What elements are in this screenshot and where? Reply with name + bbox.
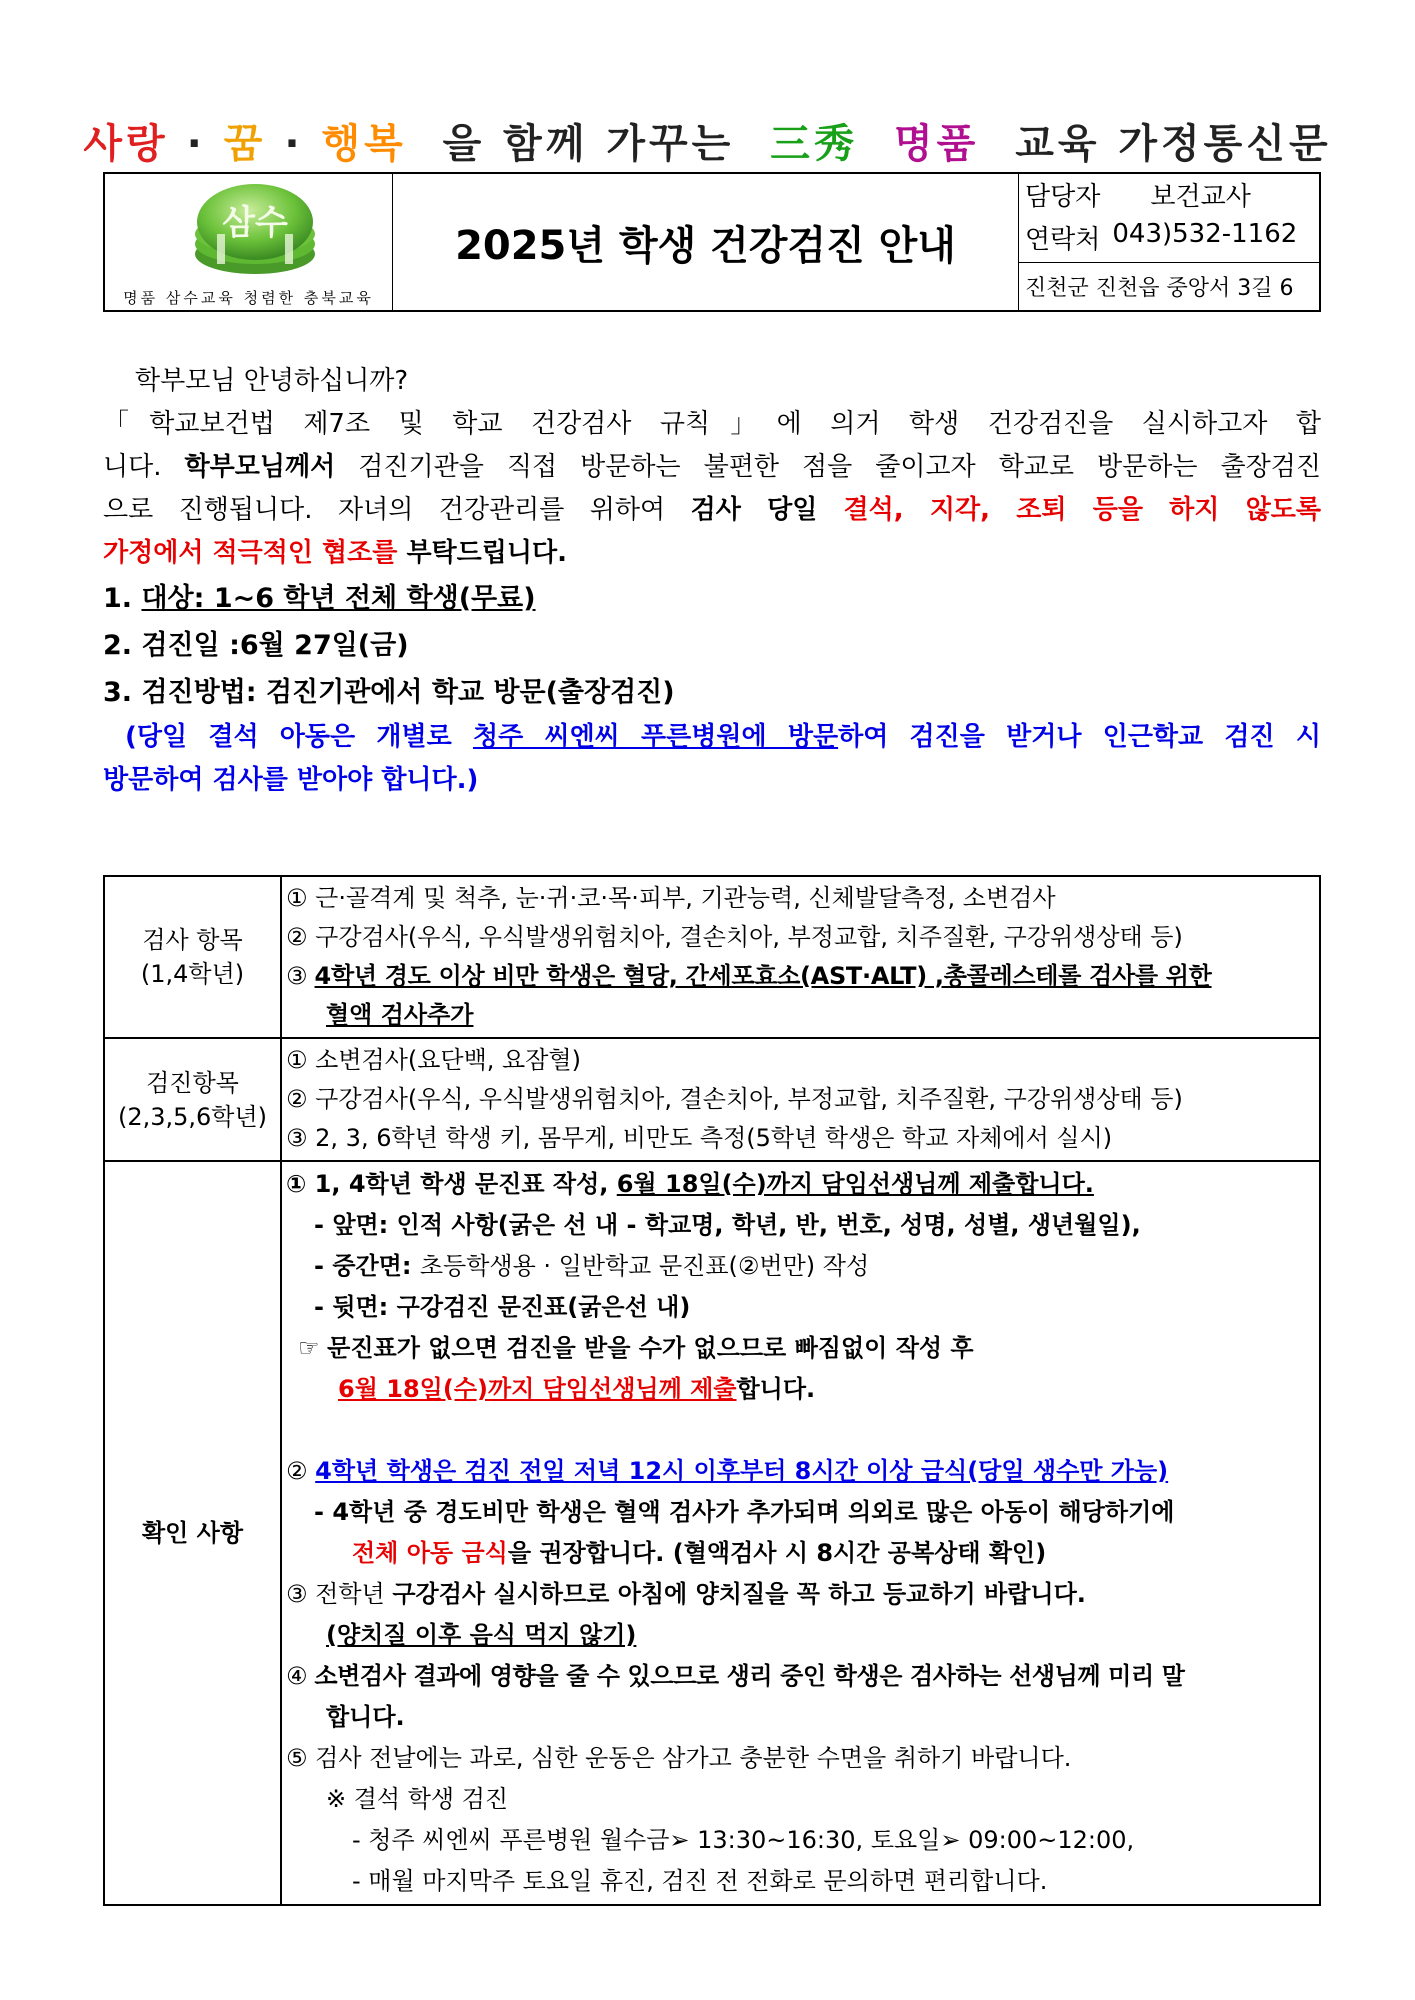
row-content [281,876,1320,1038]
slogan-part: 행복 [321,121,407,167]
greeting: 학부모님 안녕하십니까? [135,366,409,396]
list-item: ③ 4학년 경도 이상 비만 학생은 혈당, 간세포효소(AST·ALT) ,총콜레스테롤 검사를 위한 [286,962,1212,990]
list-item: 6월 18일(수)까지 담임선생님께 제출합니다. [338,1375,816,1403]
contact-phone: 043)532-1162 [1112,219,1298,249]
contact-label: 담당자 [1025,182,1101,212]
table-row [104,876,1320,1038]
school-address: 진천군 진천읍 중앙서 3길 6 [1019,262,1319,308]
list-item: ① 근·골격계 및 척추, 눈·귀·코·목·피부, 기관능력, 신체발달측정, 소변검사 [286,884,1056,912]
intro-line: 니다. 학부모님께서 검진기관을 직접 방문하는 불편한 점을 줄이고자 학교로 방문하는 출장검진 [103,452,1322,482]
table-row [104,1161,1320,1905]
row-label: 검진항목 (2,3,5,6학년) [104,1038,281,1161]
school-logo-icon [105,176,392,288]
item-method: 3. 검진방법: 검진기관에서 학교 방문(출장검진) [103,677,675,708]
list-item: ① 소변검사(요단백, 요잠혈) [286,1046,581,1074]
contact-label: 연락처 [1025,225,1101,255]
contact-person-row [1025,176,1313,213]
intro-line: 「학교보건법 제7조 및 학교 건강검사 규칙」에 의거 학생 건강검진을 실시하고자 합 [103,409,1321,439]
notice-body [103,360,1321,802]
checkup-table [103,875,1321,1906]
logo-caption: 명품 삼수교육 청렴한 충북교육 [123,289,374,307]
absent-note: 방문하여 검사를 받아야 합니다.) [103,765,479,795]
list-item: ② 구강검사(우식, 우식발생위험치아, 결손치아, 부정교합, 치주질환, 구강위생상태 등) [286,923,1183,951]
row-label: 확인 사항 [104,1161,281,1905]
slogan-part: · [186,121,206,167]
list-item: - 앞면: 인적 사항(굵은 선 내 - 학교명, 학년, 반, 번호, 성명, 성별, 생년월일), [314,1211,1141,1239]
list-item: ③ 전학년 구강검사 실시하므로 아침에 양치질을 꼭 하고 등교하기 바랍니다. [286,1580,1086,1608]
list-item: 전체 아동 금식을 권장합니다. (혈액검사 시 8시간 공복상태 확인) [352,1539,1047,1567]
list-item: 합니다. [326,1703,405,1731]
list-item: ② 4학년 학생은 검진 전일 저녁 12시 이후부터 8시간 이상 금식(당일 생수만 가능) [286,1457,1169,1485]
document-title: 2025년 학생 건강검진 안내 [393,174,1019,310]
slogan-part: 교육 가정통신문 [997,121,1332,167]
table-row [104,1038,1320,1161]
contact-value: 보건교사 [1150,182,1251,212]
list-item: - 매월 마지막주 토요일 휴진, 검진 전 전화로 문의하면 편리합니다. [352,1867,1048,1895]
row-content [281,1038,1320,1161]
intro-line: 으로 진행됩니다. 자녀의 건강관리를 위하여 검사 당일 결석, 지각, 조퇴 등을 하지 않도록 [103,495,1321,525]
list-item: - 4학년 중 경도비만 학생은 혈액 검사가 추가되며 의외로 많은 아동이 해당하기에 [314,1498,1175,1526]
contact-info [1019,174,1319,310]
intro-line: 가정에서 적극적인 협조를 부탁드립니다. [103,538,568,568]
slogan-part: 사랑 [83,121,169,167]
list-item: - 뒷면: 구강검진 문진표(굵은선 내) [314,1293,691,1321]
list-item: (양치질 이후 음식 먹지 않기) [326,1621,637,1649]
row-label: 검사 항목 (1,4학년) [104,876,281,1038]
slogan-part: · [284,121,304,167]
item-target: 1. 대상: 1~6 학년 전체 학생(무료) [103,583,536,614]
slogan-part: 三秀 [770,120,859,167]
slogan-part: 명품 [876,121,980,167]
list-item: ⑤ 검사 전날에는 과로, 심한 운동은 삼가고 충분한 수면을 취하기 바랍니다. [286,1744,1072,1772]
slogan-part: 꿈 [223,121,267,167]
slogan-part: 을 함께 가꾸는 [424,121,753,167]
list-item: ② 구강검사(우식, 우식발생위험치아, 결손치아, 부정교합, 치주질환, 구강위생상태 등) [286,1085,1183,1113]
contact-phone-row [1025,219,1313,256]
list-item: ☞ 문진표가 없으면 검진을 받을 수가 없으므로 빠짐없이 작성 후 [298,1334,974,1362]
logo-text: 삼수 [222,203,288,243]
list-item: ③ 2, 3, 6학년 학생 키, 몸무게, 비만도 측정(5학년 학생은 학교 자체에서 실시) [286,1124,1113,1152]
list-item: ④ 소변검사 결과에 영향을 줄 수 있으므로 생리 중인 학생은 검사하는 선생님께 미리 말 [286,1662,1185,1690]
item-date: 2. 검진일 :6월 27일(금) [103,630,409,661]
logo-cell [105,174,393,310]
spacer [286,1410,1315,1451]
absent-note: (당일 결석 아동은 개별로 청주 씨엔씨 푸른병원에 방문하여 검진을 받거나 인근학교 검진 시 [125,722,1321,752]
list-item: - 청주 씨엔씨 푸른병원 월수금➢ 13:30~16:30, 토요일➢ 09:00~12:00, [352,1826,1135,1854]
list-item: - 중간면: 초등학생용 · 일반학교 문진표(②번만) 작성 [314,1252,870,1280]
list-item: 혈액 검사추가 [326,1001,474,1029]
newsletter-slogan [0,112,1415,169]
list-item: ① 1, 4학년 학생 문진표 작성, 6월 18일(수)까지 담임선생님께 제출합니다. [286,1170,1094,1198]
header-box [103,172,1321,312]
list-item: ※ 결석 학생 검진 [326,1785,509,1813]
row-content [281,1161,1320,1905]
